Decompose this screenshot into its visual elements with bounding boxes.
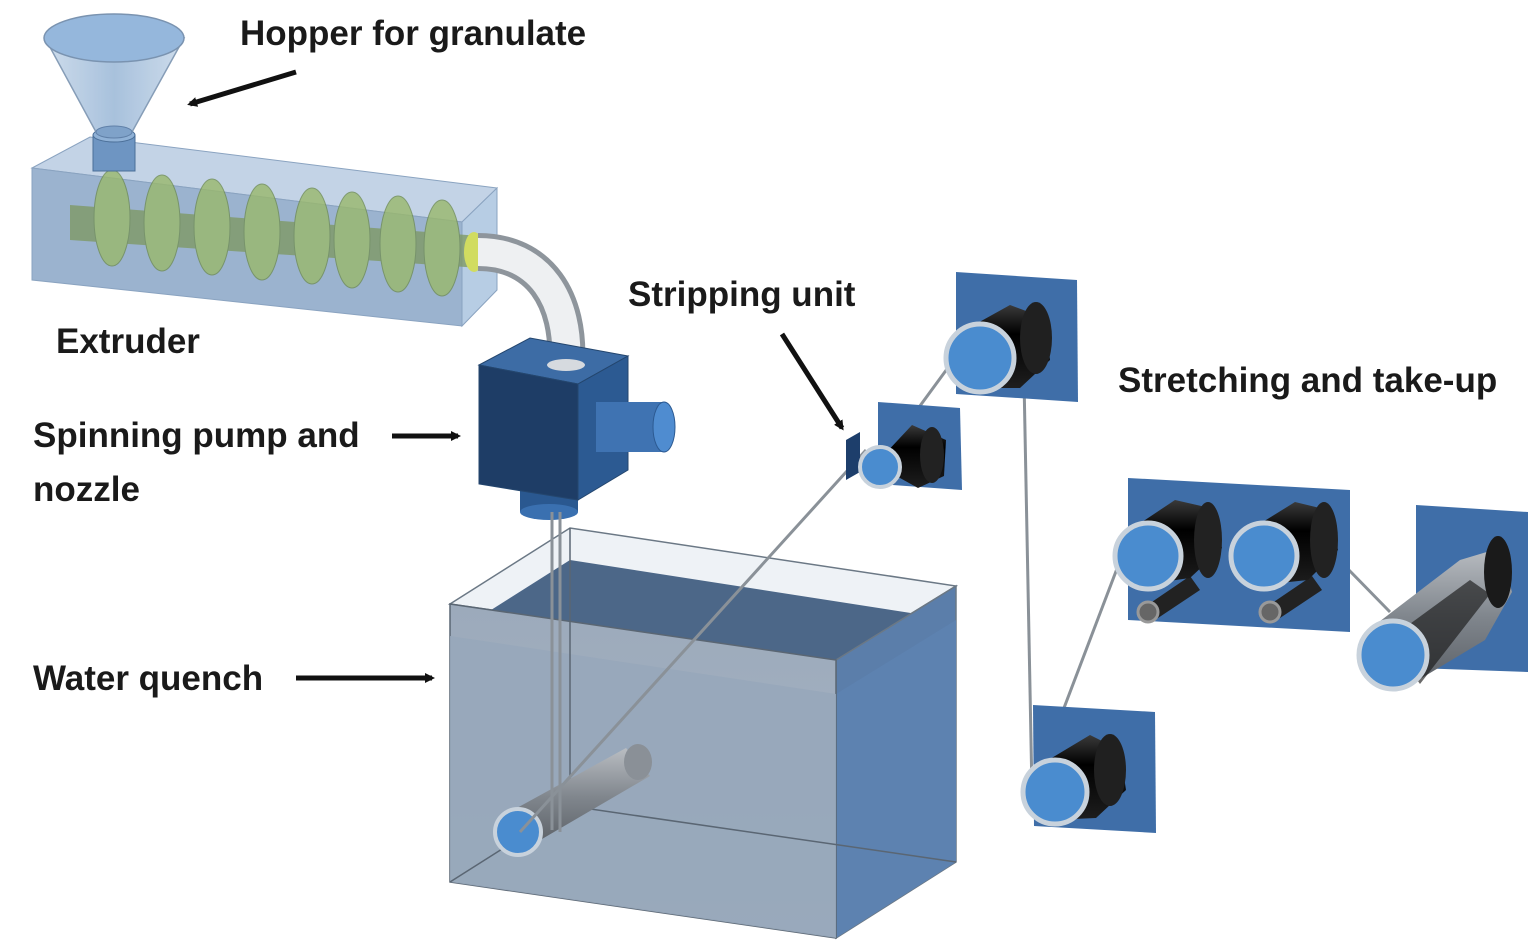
label-hopper: Hopper for granulate xyxy=(240,14,587,53)
hopper-funnel xyxy=(44,14,184,138)
hopper-arrow xyxy=(190,72,296,104)
godet-upper xyxy=(946,272,1078,402)
label-stretching: Stretching and take-up xyxy=(1118,361,1498,400)
spinning-pump xyxy=(479,338,675,520)
stretching-unit xyxy=(1115,478,1350,632)
stripping-unit xyxy=(846,402,962,490)
extruder xyxy=(32,128,497,326)
take-up-winder xyxy=(1359,505,1528,689)
label-pump-line2: nozzle xyxy=(33,470,140,509)
stripping-arrow xyxy=(782,334,842,428)
label-water: Water quench xyxy=(33,659,264,698)
label-extruder: Extruder xyxy=(56,322,200,361)
label-pump-line1: Spinning pump and xyxy=(33,416,360,455)
godet-lower xyxy=(1023,705,1156,833)
water-tank xyxy=(450,528,956,938)
label-stripping: Stripping unit xyxy=(628,275,856,314)
